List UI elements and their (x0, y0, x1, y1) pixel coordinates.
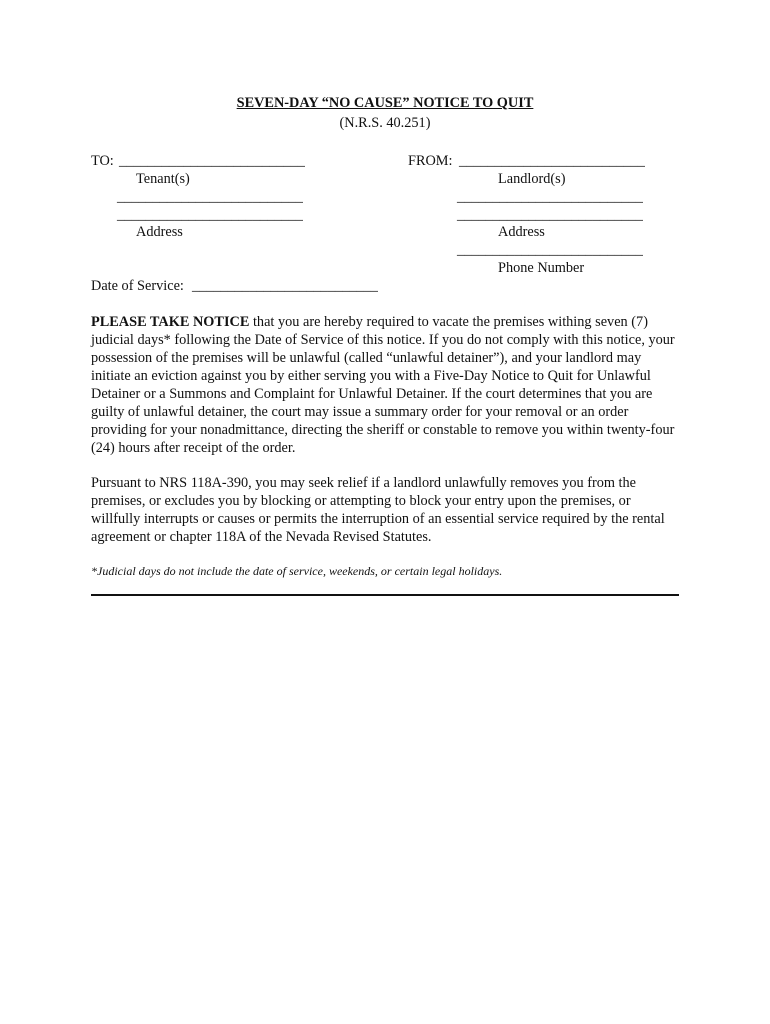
date-of-service-label: Date of Service: (91, 278, 184, 294)
landlord-phone-blank[interactable]: __________________________ (457, 242, 643, 258)
landlord-address-blank-1[interactable]: __________________________ (457, 189, 643, 205)
landlord-name-blank[interactable]: __________________________ (459, 153, 645, 169)
tenant-address-label: Address (136, 224, 183, 240)
to-label: TO: (91, 153, 114, 169)
landlord-label: Landlord(s) (498, 171, 566, 187)
notice-lead: PLEASE TAKE NOTICE (91, 314, 250, 330)
phone-number-label: Phone Number (498, 260, 585, 276)
notice-paragraph (91, 313, 681, 457)
relief-paragraph: Pursuant to NRS 118A-390, you may seek relief if a landlord unlawfully removes you from the premises, or excludes you by blocking or attempting to block your entry upon the premises, or willfully interrupts or causes or permits the interruption of an essential service required by the rental agreement or chapter 118A of the Nevada Revised Statutes. (91, 475, 665, 545)
tenant-name-blank[interactable]: __________________________ (119, 153, 305, 169)
from-label: FROM: (408, 153, 453, 169)
notice-title: SEVEN-DAY “NO CAUSE” NOTICE TO QUIT (236, 95, 534, 111)
tenant-address-blank-1[interactable]: __________________________ (117, 207, 303, 223)
statute-reference: (N.R.S. 40.251) (339, 115, 431, 131)
bottom-rule (91, 594, 679, 596)
landlord-address-label: Address (498, 224, 545, 240)
landlord-address-blank-2[interactable]: __________________________ (457, 207, 643, 223)
tenant-address-blank-2[interactable]: __________________________ (117, 189, 303, 205)
judicial-days-footnote: *Judicial days do not include the date of service, weekends, or certain legal holidays. (91, 564, 503, 578)
date-of-service-blank[interactable]: __________________________ (192, 278, 378, 294)
notice-text: that you are hereby required to vacate the premises withing seven (7) judicial days* following the Date of Service of this notice. If you do not comply with this notice, your possession of the premises will be unlawful (called “unlawful detainer”), and your landlord may initiate an eviction against you by either serving you with a Five-Day Notice to Quit for Unlawful Detainer or a Summons and Complaint for Unlawful Detainer. If the court determines that you are guilty of unlawful detainer, the court may issue a summary order for your removal or an order providing for your nonadmittance, directing the sheriff or constable to remove you within twenty-four (24) hours after receipt of the order. (91, 314, 675, 456)
tenant-label: Tenant(s) (136, 171, 190, 187)
